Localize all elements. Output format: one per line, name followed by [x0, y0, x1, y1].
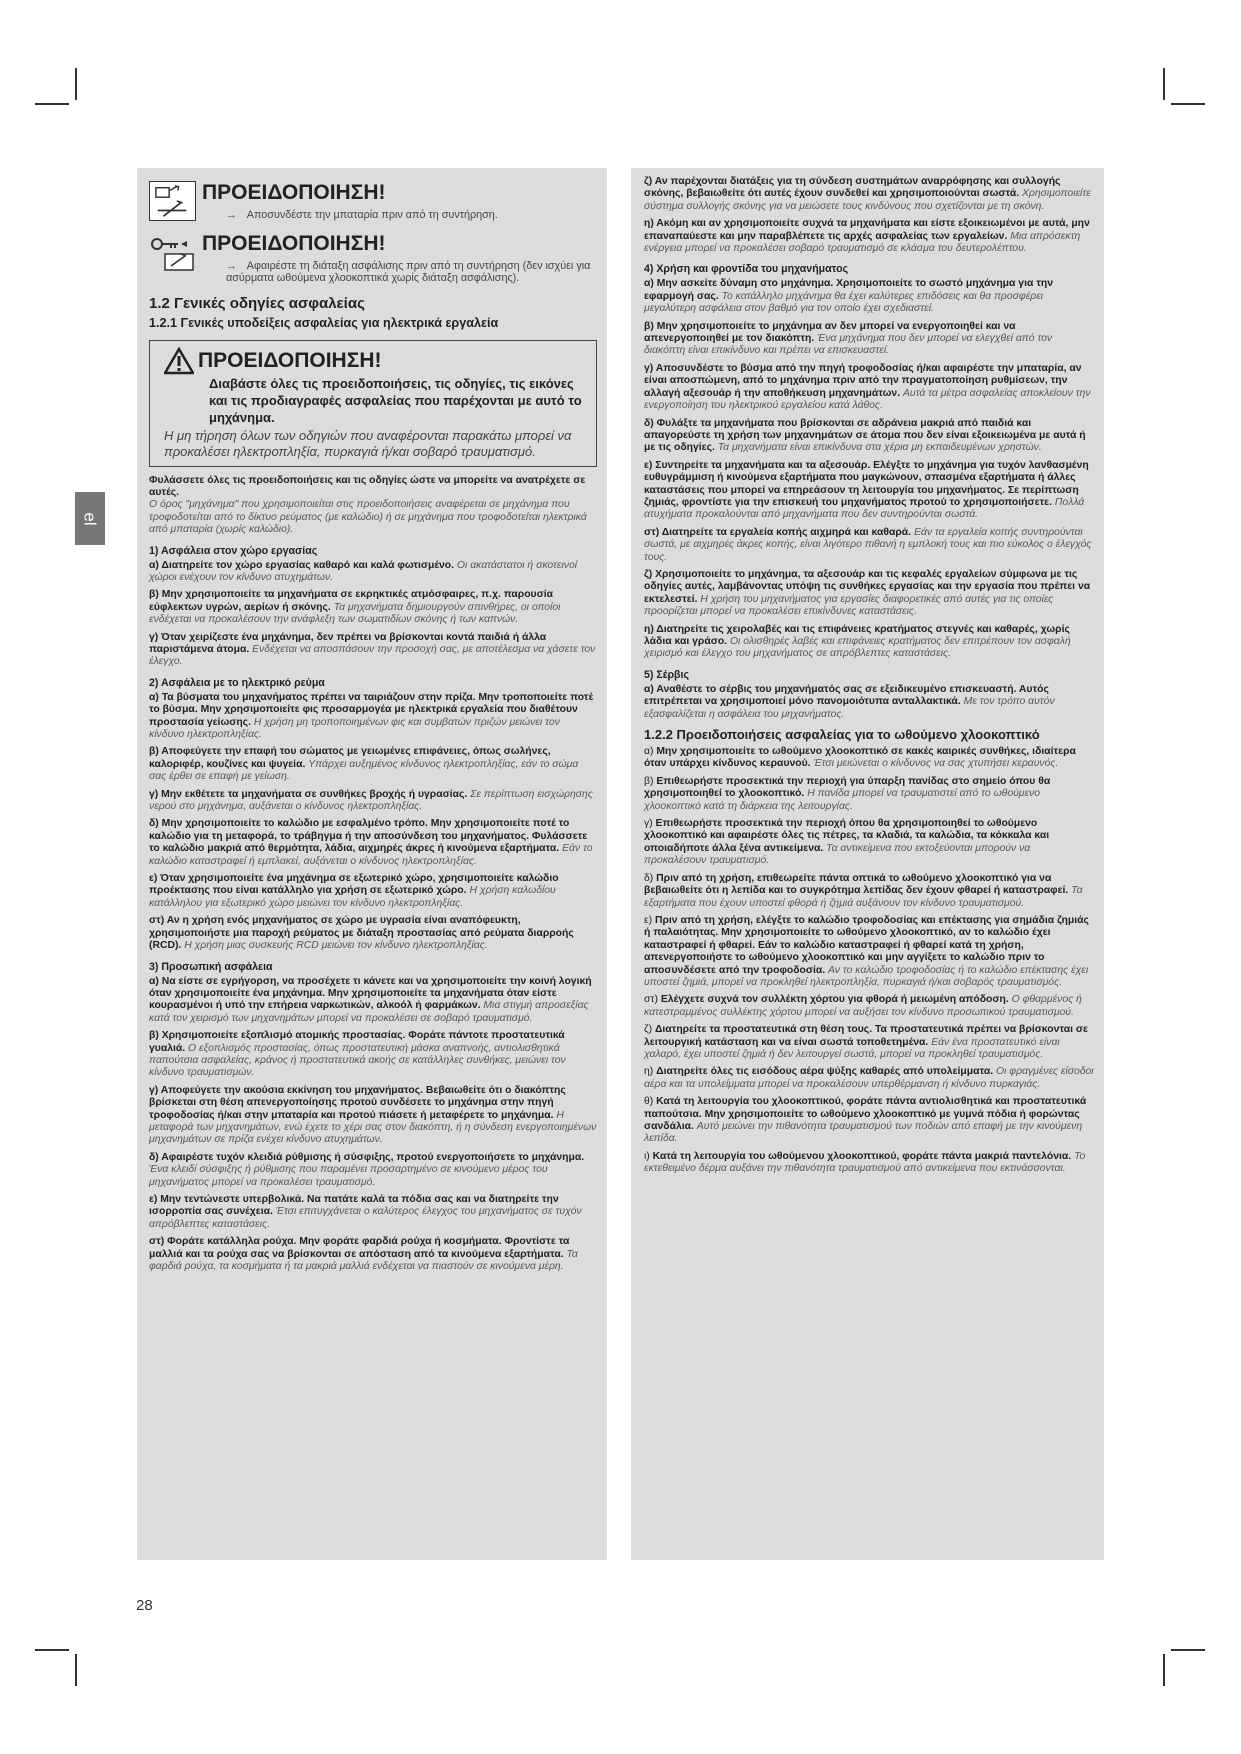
- subsection-heading: 1.2.2 Προειδοποιήσεις ασφαλείας για το ωθούμενο χλοοκοπτικό: [644, 727, 1040, 743]
- safety-item: γ) Αποφεύγετε την ακούσια εκκίνηση του μηχανήματος. Βεβαιωθείτε ότι ο διακόπτης βρίσκεται στη θέση απενεργοποίησης προτού συνδέσετε το μηχάνημα στην πηγή τροφοδοσίας ή/και στην μπαταρία και προτού πιάσετε ή μεταφέρετε το μηχάνημα. Η μεταφορά των μηχανημάτων, ενώ έχετε το χέρι σας στον διακόπτη, ή η σύνδεση ενεργοποιημένων μηχανημάτων σε πρίζα ενέχει κίνδυνο ατυχημάτων.: [149, 1084, 597, 1146]
- warning-text: → Αφαιρέστε τη διάταξη ασφάλισης πριν από τη συντήρηση (δεν ισχύει για ασύρματα ωθούμενα χλοοκοπτικά χωρίς διάταξη ασφάλισης).: [226, 259, 591, 284]
- crop-mark: [1163, 1654, 1165, 1686]
- crop-mark: [1163, 68, 1165, 100]
- safety-item: γ) Επιθεωρήστε προσεκτικά την περιοχή όπου θα χρησιμοποιηθεί το ωθούμενο χλοοκοπτικό και αφαιρέστε όλες τις πέτρες, τα κλαδιά, τα καλώδια, τα κόκκαλα και οποιαδήποτε άλλα ξένα αντικείμενα. Τα αντικείμενα που εκτοξεύονται μπορούν να προκαλέσουν τραυματισμό.: [644, 818, 1050, 867]
- warning-text: → Αποσυνδέστε την μπαταρία πριν από τη συντήρηση.: [226, 209, 498, 221]
- safety-item: α) Μην ασκείτε δύναμη στο μηχάνημα. Χρησιμοποιείτε το σωστό μηχάνημα για την εφαρμογή σας. Το κατάλληλο μηχάνημα θα έχει καλύτερες επιδόσεις και θα προσφέρει μεγαλύτερη ασφάλεια στον βαθμό για τον οποίο έχει σχεδιαστεί.: [644, 278, 1053, 315]
- safety-item: ε) Συντηρείτε τα μηχανήματα και τα αξεσουάρ. Ελέγξτε το μηχάνημα για τυχόν λανθασμένη ευθυγράμμιση ή κινούμενα εξαρτήματα που μαγκώνουν, σπασμένα εξαρτήματα ή άλλες καταστάσεις που μπορεί να επηρεάσουν τη λειτουργία του μηχανήματος. Σε περίπτωση ζημιάς, φροντίστε για την επισκευή του μηχανήματος προτού το χρησιμοποιήσετε. Πολλά ατυχήματα προκαλούνται από μηχανήματα που δεν συντηρούνται σωστά.: [644, 459, 1089, 521]
- crop-mark: [35, 103, 69, 105]
- safety-item: η) Διατηρείτε όλες τις εισόδους αέρα ψύξης καθαρές από υπολείμματα. Οι φραγμένες είσοδοι αέρα και τα υπολείμματα μπορεί να προκαλέσουν υπερθέρμανση ή κίνδυνο πυρκαγιάς.: [644, 1066, 1094, 1090]
- safety-item: στ) Ελέγχετε συχνά τον συλλέκτη χόρτου για φθορά ή μειωμένη απόδοση. Ο φθαρμένος ή κατεστραμμένος συλλέκτης χόρτου μπορεί να αυξήσει τον κίνδυνο προσωπικού τραυματισμού.: [644, 994, 1082, 1018]
- warning-battery: [149, 181, 597, 222]
- right-column: [631, 168, 1104, 1560]
- subsection-heading: 1.2.1 Γενικές υποδείξεις ασφαλείας για ηλεκτρικά εργαλεία: [149, 315, 499, 330]
- safety-item: ζ) Χρησιμοποιείτε το μηχάνημα, τα αξεσουάρ και τις κεφαλές εργαλείων σύμφωνα με τις οδηγίες αυτές, λαμβάνοντας υπόψη τις συνθήκες εργασίας και την εργασία που πρέπει να εκτελεστεί. Η χρήση του μηχανήματος για εργασίες διαφορετικές από αυτές για τις οποίες προορίζεται μπορεί να προκαλέσει επικίνδυνες καταστάσεις.: [644, 568, 1091, 618]
- crop-mark: [1171, 103, 1205, 105]
- battery-disconnect-icon: [149, 181, 196, 221]
- safety-item: γ) Μην εκθέτετε τα μηχανήματα σε συνθήκες βροχής ή υγρασίας. Σε περίπτωση εισχώρησης νερού στο μηχάνημα, αυξάνεται ο κίνδυνος ηλεκτροπληξίας.: [149, 788, 593, 813]
- safety-key-icon: [149, 232, 196, 272]
- safety-item: γ) Όταν χειρίζεστε ένα μηχάνημα, δεν πρέπει να βρίσκονται κοντά παιδιά ή άλλα παριστάμενα άτομα. Ενδέχεται να αποσπάσουν την προσοχή σας, με αποτέλεσμα να χάσετε τον έλεγχο.: [149, 631, 596, 668]
- safety-item: στ) Αν η χρήση ενός μηχανήματος σε χώρο με υγρασία είναι αναπόφευκτη, χρησιμοποιήστε μια παροχή ρεύματος με διάταξη προστασίας από ρεύματα διαρροής (RCD). Η χρήση μιας συσκευής RCD μειώνει τον κίνδυνο ηλεκτροπληξίας.: [149, 915, 574, 952]
- safety-item: α) Διατηρείτε τον χώρο εργασίας καθαρό και καλά φωτισμένο. Οι ακατάστατοι ή σκοτεινοί χώροι ενέχουν τον κίνδυνο ατυχημάτων.: [149, 559, 578, 583]
- safety-item: στ) Φοράτε κατάλληλα ρούχα. Μην φοράτε φαρδιά ρούχα ή κοσμήματα. Φροντίστε τα μαλλιά και τα ρούχα σας να βρίσκονται σε απόσταση από τα κινούμενα εξαρτήματα. Τα φαρδιά ρούχα, τα κοσμήματα ή τα μακριά μαλλιά ενδέχεται να πιαστούν σε κινούμενα μέρη.: [149, 1236, 578, 1273]
- section-title: 4) Χρήση και φροντίδα του μηχανήματος: [644, 263, 849, 276]
- section-title: 3) Προσωπική ασφάλεια: [149, 960, 273, 973]
- section-title: 2) Ασφάλεια με το ηλεκτρικό ρεύμα: [149, 676, 325, 689]
- warning-title: ΠΡΟΕΙΔΟΠΟΙΗΣΗ!: [202, 231, 386, 255]
- safety-item: δ) Αφαιρέστε τυχόν κλειδιά ρύθμισης ή σύσφιξης, προτού ενεργοποιήσετε το μηχάνημα. Ένα κλειδί σύσφιξης ή ρύθμισης που παραμένει προσαρτημένο σε κινούμενο μέρος του μηχανήματος μπορεί να προκαλέσει τραυματισμό.: [149, 1151, 585, 1188]
- warning-bold-text: Διαβάστε όλες τις προειδοποιήσεις, τις οδηγίες, τις εικόνες και τις προδιαγραφές ασφαλείας που παρέχονται με αυτό το μηχάνημα.: [209, 375, 582, 425]
- safety-item: η) Διατηρείτε τις χειρολαβές και τις επιφάνειες κρατήματος στεγνές και καθαρές, χωρίς λάδια και γράσο. Οι ολισθηρές λαβές και επιφάνειες κρατήματος δεν επιτρέπουν τον ασφαλή χειρισμό και έλεγχο του μηχανήματος σε απρόβλεπτες καταστάσεις.: [644, 623, 1071, 660]
- crop-mark: [75, 68, 77, 100]
- safety-item: δ) Μην χρησιμοποιείτε το καλώδιο με εσφαλμένο τρόπο. Μην χρησιμοποιείτε ποτέ το καλώδιο για τη μεταφορά, το τράβηγμα ή την αποσύνδεση του μηχανήματος. Φυλάσσετε το καλώδιο μακριά από θερμότητα, λάδια, αιχμηρές άκρες ή κινούμενα εξαρτήματα. Εάν το καλώδιο καταστραφεί ή εμπλακεί, αυξάνεται ο κίνδυνος ηλεκτροπληξίας.: [149, 818, 593, 867]
- crop-mark: [1171, 1649, 1205, 1651]
- general-warning-box: [149, 340, 597, 467]
- safety-item: θ) Κατά τη λειτουργία του χλοοκοπτικού, φοράτε πάντα αντιολισθητικά και προστατευτικά παπούτσια. Μην χρησιμοποιείτε το ωθούμενο χλοοκοπτικό με γυμνά πόδια ή φορώντας σανδάλια. Αυτό μειώνει την πιθανότητα τραυματισμού των ποδιών από επαφή με την κινούμενη λεπίδα.: [644, 1096, 1087, 1145]
- safety-item: β) Επιθεωρήστε προσεκτικά την περιοχή για ύπαρξη πανίδας στο σημείο όπου θα χρησιμοποιηθεί το χλοοκοπτικό. Η πανίδα μπορεί να τραυματιστεί από το ωθούμενο χλοοκοπτικό κατά τη διάρκεια της λειτουργίας.: [644, 775, 1051, 812]
- safety-item: ζ) Διατηρείτε τα προστατευτικά στη θέση τους. Τα προστατευτικά πρέπει να βρίσκονται σε λειτουργική κατάσταση και να είναι σωστά τοποθετημένα. Εάν ένα προστατευτικό είναι χαλαρό, έχει υποστεί ζημιά ή δεν λειτουργεί σωστά, μπορεί να προκληθεί τραυματισμός.: [644, 1024, 1088, 1060]
- warning-italic-text: Η μη τήρηση όλων των οδηγιών που αναφέρονται παρακάτω μπορεί να προκαλέσει ηλεκτροπληξία, πυρκαγιά ή/και σοβαρό τραυματισμό.: [164, 427, 572, 459]
- safety-item: α) Μην χρησιμοποιείτε το ωθούμενο χλοοκοπτικό σε κακές καιρικές συνθήκες, ιδιαίτερα όταν υπάρχει κίνδυνος κεραυνού. Έτσι μειώνεται ο κίνδυνος να σας χτυπήσει κεραυνός.: [644, 746, 1076, 770]
- safety-item: ε) Πριν από τη χρήση, ελέγξτε το καλώδιο τροφοδοσίας και επέκτασης για σημάδια ζημιάς ή παλαιότητας. Μην χρησιμοποιείτε το ωθούμενο χλοοκοπτικό, αν το καλώδιο έχει καταστραφεί ή φθαρεί. Εάν το καλώδιο καταστραφεί ή φθαρεί κατά τη χρήση, απενεργοποιήστε το ωθούμενο χλοοκοπτικό και μην αγγίξετε το καλώδιο πριν το αποσυνδέσετε από την τροφοδοσία. Αν το καλώδιο τροφοδοσίας ή το καλώδιο επέκτασης έχει υποστεί ζημιά, μπορεί να προκληθεί ηλεκτροπληξία, πυρκαγιά ή/και σοβαρός τραυματισμός.: [644, 914, 1089, 988]
- warning-triangle-icon: [164, 347, 194, 375]
- safety-item: ε) Όταν χρησιμοποιείτε ένα μηχάνημα σε εξωτερικό χώρο, χρησιμοποιείτε καλώδιο προέκτασης που είναι κατάλληλο για χρήση σε εξωτερικό χώρο. Η χρήση καλωδίου κατάλληλου για εξωτερικό χώρο μειώνει τον κίνδυνο ηλεκτροπληξίας.: [149, 873, 559, 909]
- safety-item: δ) Φυλάξτε τα μηχανήματα που βρίσκονται σε αδράνεια μακριά από παιδιά και απαγορεύστε τη χρήση των μηχανημάτων σε άτομα που δεν είναι εξοικειωμένα με αυτά ή με τις οδηγίες. Τα μηχανήματα είναι επικίνδυνα στα χέρια μη εκπαιδευμένων χρηστών.: [644, 417, 1086, 454]
- safety-item: α) Να είστε σε εγρήγορση, να προσέχετε τι κάνετε και να χρησιμοποιείτε την κοινή λογική όταν χρησιμοποιείτε ένα μηχάνημα. Μην χρησιμοποιείτε τα μηχανήματα όταν είστε κουρασμένοι ή υπό την επήρεια ναρκωτικών, αλκοόλ ή φαρμάκων. Μια στιγμή απροσεξίας κατά τον χειρισμό των μηχανημάτων μπορεί να προκαλέσει σε σοβαρό τραυματισμό.: [149, 975, 592, 1024]
- section-title: 5) Σέρβις: [644, 668, 689, 681]
- safety-item: β) Μην χρησιμοποιείτε το μηχάνημα αν δεν μπορεί να ενεργοποιηθεί και να απενεργοποιηθεί με τον διακόπτη. Ένα μηχάνημα που δεν μπορεί να ελεγχθεί από τον διακόπτη είναι επικίνδυνο και πρέπει να επισκευαστεί.: [644, 320, 1053, 357]
- keep-instructions: Φυλάσσετε όλες τις προειδοποιήσεις και τις οδηγίες ώστε να μπορείτε να ανατρέχετε σε αυτές. Ο όρος "μηχάνημα" που χρησιμοποιείται στις προειδοποιήσεις αναφέρεται σε μηχάνημα που τροφοδοτείται από το δίκτυο ρεύματος (με καλώδιο) ή σε μηχάνημα που τροφοδοτείται ηλεκτρικά από μπαταρία (χωρίς καλώδιο).: [149, 474, 587, 536]
- safety-item: α) Τα βύσματα του μηχανήματος πρέπει να ταιριάζουν στην πρίζα. Μην τροποποιείτε ποτέ το βύσμα. Μην χρησιμοποιείτε φις προσαρμογέα με ηλεκτρικά εργαλεία που διαθέτουν προστασία γείωσης. Η χρήση μη τροποποιημένων φις και συμβατών πριζών μειώνει τον κίνδυνο ηλεκτροπληξίας.: [149, 691, 594, 740]
- crop-mark: [75, 1654, 77, 1686]
- safety-item: β) Αποφεύγετε την επαφή του σώματος με γειωμένες επιφάνειες, όπως σωλήνες, καλοριφέρ, κουζίνες και ψυγεία. Υπάρχει αυξημένος κίνδυνος ηλεκτροπληξίας, εάν το σώμα σας έρθει σε επαφή με γείωση.: [149, 746, 579, 783]
- left-column: [137, 168, 607, 1560]
- safety-item: β) Χρησιμοποιείτε εξοπλισμό ατομικής προστασίας. Φοράτε πάντοτε προστατευτικά γυαλιά. Ο εξοπλισμός προστασίας, όπως προστατευτική μάσκα αναπνοής, αντιολισθητικά παπούτσια ασφαλείας, κράνος ή προστατευτικά ακοής σε κατάλληλες συνθήκες, μειώνει τον κίνδυνο τραυματισμών.: [149, 1030, 566, 1079]
- safety-item: ε) Μην τεντώνεστε υπερβολικά. Να πατάτε καλά τα πόδια σας και να διατηρείτε την ισορροπία σας συνέχεια. Έτσι επιτυγχάνεται ο καλύτερος έλεγχος του μηχανήματος σε τυχόν απρόβλεπτες καταστάσεις.: [149, 1194, 582, 1230]
- page-number: 28: [136, 1597, 153, 1614]
- section-title: 1) Ασφάλεια στον χώρο εργασίας: [149, 544, 318, 557]
- safety-item: ζ) Αν παρέχονται διατάξεις για τη σύνδεση συστημάτων αναρρόφησης και συλλογής σκόνης, βεβαιωθείτε ότι αυτές έχουν συνδεθεί και χρησιμοποιούνται σωστά. Χρησιμοποιείτε σύστημα συλλογής σκόνης για να μειώσετε τους κινδύνους που σχετίζονται με τη σκόνη.: [644, 176, 1091, 212]
- section-heading: 1.2 Γενικές οδηγίες ασφαλείας: [149, 294, 365, 312]
- safety-item: α) Αναθέστε το σέρβις του μηχανήματός σας σε εξειδικευμένο επισκευαστή. Αυτός επιτρέπεται να χρησιμοποιεί μόνο πανομοιότυπα ανταλλακτικά. Με τον τρόπο αυτόν εξασφαλίζεται η ασφάλεια του μηχανήματος.: [644, 683, 1055, 720]
- safety-item: γ) Αποσυνδέστε το βύσμα από την πηγή τροφοδοσίας ή/και αφαιρέστε την μπαταρία, αν είναι αποσπώμενη, από το μηχάνημα πριν από την πραγματοποίηση ρυθμίσεων, την αλλαγή αξεσουάρ ή την αποθήκευση μηχανημάτων. Αυτά τα μέτρα ασφαλείας αποκλείουν την ενεργοποίηση του ηλεκτρικού εργαλείου κατά λάθος.: [644, 362, 1091, 412]
- language-tab: el: [75, 492, 105, 545]
- safety-item: η) Ακόμη και αν χρησιμοποιείτε συχνά τα μηχανήματα και είστε εξοικειωμένοι με αυτά, μην επαναπαύεστε και μην παραβλέπετε τις αρχές ασφαλείας των εργαλείων. Μια απρόσεκτη ενέργεια μπορεί να προκαλέσει σοβαρό τραυματισμό σε κλάσμα του δευτερολέπτου.: [644, 218, 1090, 255]
- safety-item: στ) Διατηρείτε τα εργαλεία κοπής αιχμηρά και καθαρά. Εάν τα εργαλεία κοπής συντηρούνται σωστά, με αιχμηρές άκρες κοπής, είναι λιγότερο πιθανή η εμπλοκή τους και πιο εύκολος ο έλεγχός τους.: [644, 526, 1092, 563]
- crop-mark: [35, 1649, 69, 1651]
- warning-title: ΠΡΟΕΙΔΟΠΟΙΗΣΗ!: [198, 348, 382, 372]
- safety-item: β) Μην χρησιμοποιείτε τα μηχανήματα σε εκρηκτικές ατμόσφαιρες, π.χ. παρουσία εύφλεκτων υγρών, αερίων ή σκόνης. Τα μηχανήματα δημιουργούν σπινθήρες, οι οποίοι ενδέχεται να προκαλέσουν την ανάφλεξη των σωματιδίων σκόνης ή των καπνών.: [149, 589, 561, 626]
- warning-title: ΠΡΟΕΙΔΟΠΟΙΗΣΗ!: [202, 181, 386, 204]
- safety-item: ι) Κατά τη λειτουργία του ωθούμενου χλοοκοπτικού, φοράτε πάντα μακριά παντελόνια. Το εκτεθειμένο δέρμα αυξάνει την πιθανότητα τραυματισμού από αντικείμενα που εκτινάσσονται.: [644, 1150, 1086, 1175]
- warning-key: [149, 232, 597, 285]
- safety-item: δ) Πριν από τη χρήση, επιθεωρείτε πάντα οπτικά το ωθούμενο χλοοκοπτικό για να βεβαιωθείτε ότι η λεπίδα και το συγκρότημα λεπίδας δεν έχουν φθαρεί ή καταστραφεί. Τα εξαρτήματα που έχουν υποστεί φθορά ή ζημιά αυξάνουν τον κίνδυνο τραυματισμού.: [644, 872, 1083, 909]
